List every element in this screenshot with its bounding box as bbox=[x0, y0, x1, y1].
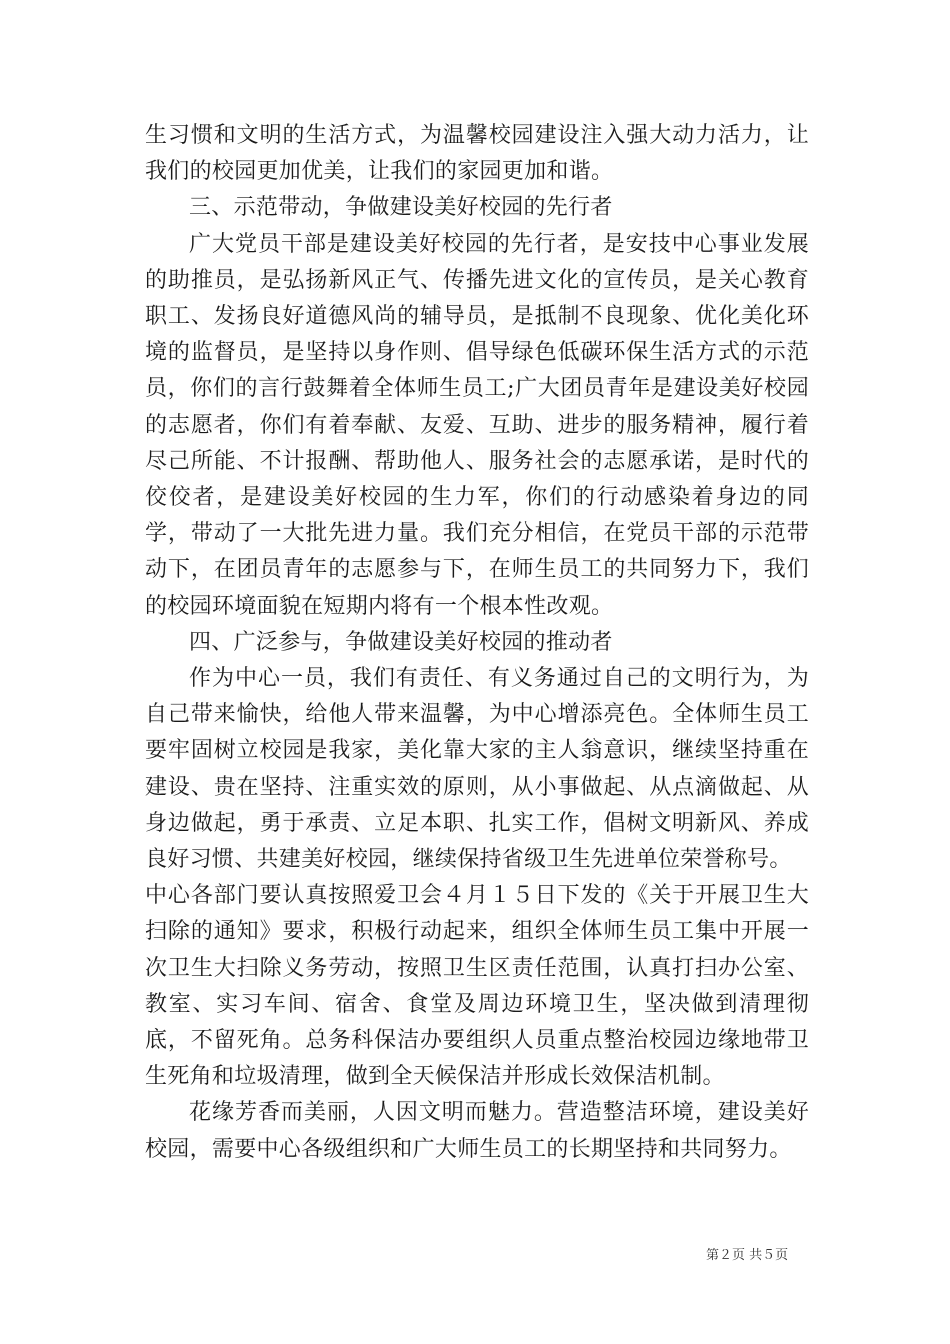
document-body bbox=[145, 118, 809, 1168]
paragraph: 作为中心一员，我们有责任、有义务通过自己的文明行为，为自己带来愉快，给他人带来温馨，为中心增添亮色。全体师生员工要牢固树立校园是我家，美化靠大家的主人翁意识，继续坚持重在建设、贵在坚持、注重实效的原则，从小事做起、从点滴做起、从身边做起，勇于承责、立足本职、扎实工作，倡树文明新风、养成良好习惯、共建美好校园，继续保持省级卫生先进单位荣誉称号。 bbox=[145, 666, 809, 873]
paragraph-closing: 花缘芳香而美丽，人因文明而魅力。营造整洁环境，建设美好校园，需要中心各级组织和广大师生员工的长期坚持和共同努力。 bbox=[145, 1100, 809, 1162]
paragraph: 中心各部门要认真按照爱卫会４月１５日下发的《关于开展卫生大扫除的通知》要求，积极行动起来，组织全体师生员工集中开展一次卫生大扫除义务劳动，按照卫生区责任范围，认真打扫办公室、教室、实习车间、宿舍、食堂及周边环境卫生，坚决做到清理彻底，不留死角。总务科保洁办要组织人员重点整治校园边缘地带卫生死角和垃圾清理，做到全天候保洁并形成长效保洁机制。 bbox=[145, 883, 809, 1090]
paragraph: 广大党员干部是建设美好校园的先行者，是安技中心事业发展的助推员，是弘扬新风正气、传播先进文化的宣传员，是关心教育职工、发扬良好道德风尚的辅导员，是抵制不良现象、优化美化环境的监督员，是坚持以身作则、倡导绿色低碳环保生活方式的示范员，你们的言行鼓舞着全体师生员工;广大团员青年是建设美好校园的志愿者，你们有着奉献、友爱、互助、进步的服务精神，履行着尽己所能、不计报酬、帮助他人、服务社会的志愿承诺，是时代的佼佼者，是建设美好校园的生力军，你们的行动感染着身边的同学，带动了一大批先进力量。我们充分相信，在党员干部的示范带动下，在团员青年的志愿参与下，在师生员工的共同努力下，我们的校园环境面貌在短期内将有一个根本性改观。 bbox=[145, 231, 809, 619]
page-number: 第２页 共５页 bbox=[706, 1248, 789, 1263]
section-heading-3: 三、示范带动，争做建设美好校园的先行者 bbox=[189, 195, 613, 221]
section-heading-4: 四、广泛参与，争做建设美好校园的推动者 bbox=[189, 629, 613, 655]
paragraph-continuation: 生习惯和文明的生活方式，为温馨校园建设注入强大动力活力，让我们的校园更加优美，让我们的家园更加和谐。 bbox=[145, 123, 809, 185]
